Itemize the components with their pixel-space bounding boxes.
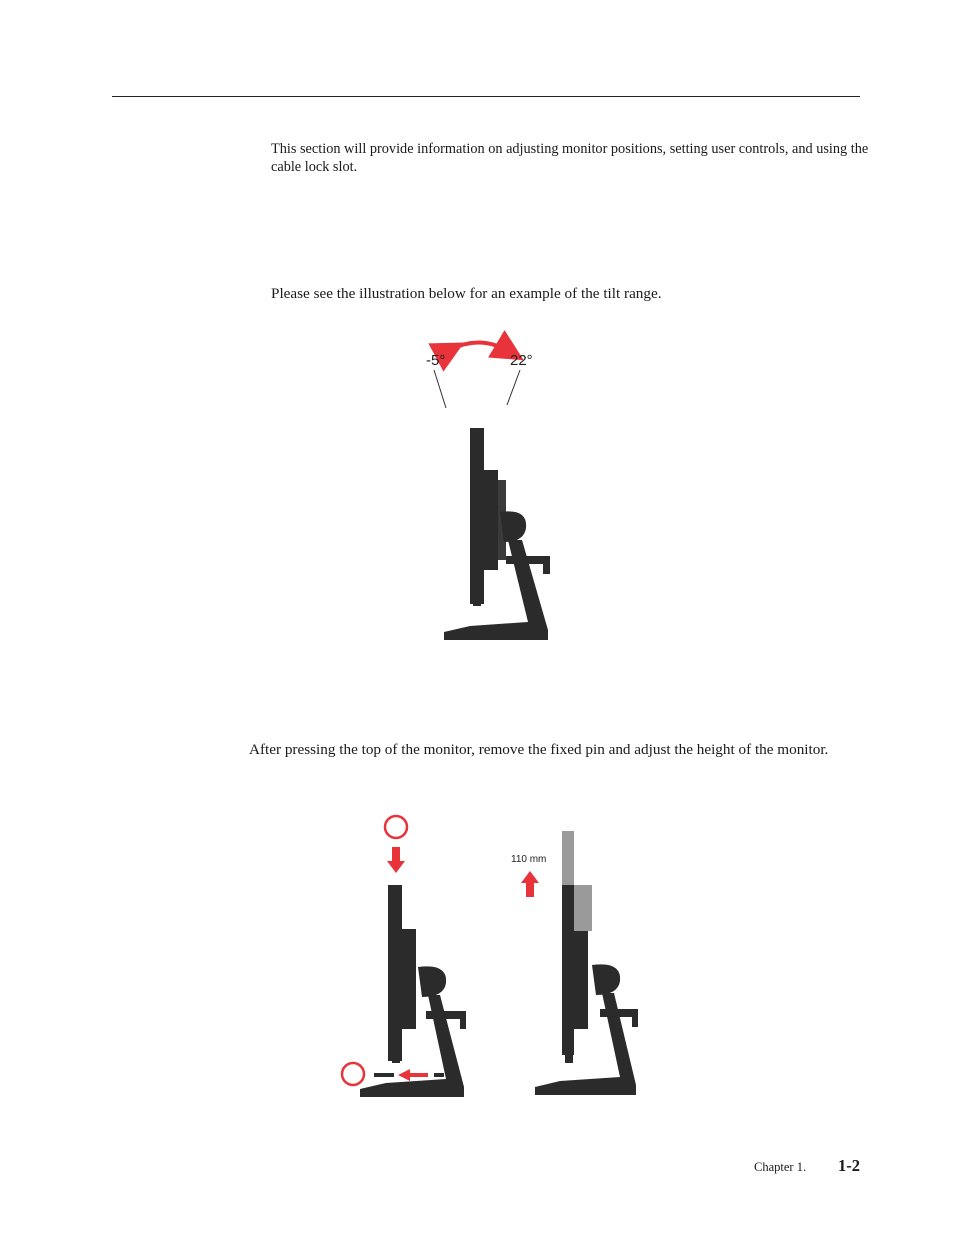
pin-left [374, 1073, 394, 1077]
height-figure [330, 805, 650, 1105]
tilt-figure [400, 330, 580, 650]
monitor-raised [535, 831, 638, 1095]
step-circle-bottom [342, 1063, 364, 1085]
tilt-max-line [507, 370, 520, 405]
footer-page-number: 1-2 [838, 1156, 860, 1175]
tilt-instruction: Please see the illustration below for an example of the tilt range. [271, 285, 662, 302]
remove-pin-arrow [398, 1069, 428, 1081]
pin-right [434, 1073, 444, 1077]
height-instruction: After pressing the top of the monitor, remove the fixed pin and adjust the height of the monitor. [249, 741, 829, 758]
header-rule [112, 96, 860, 97]
monitor-lowered [360, 885, 466, 1097]
footer-chapter: Chapter 1. [754, 1160, 807, 1174]
intro-paragraph: This section will provide information on adjusting monitor positions, setting user controls, and using the cable lock slot. [271, 141, 869, 175]
tilt-arc-arrow [450, 342, 510, 352]
monitor-side-view [444, 428, 550, 640]
height-travel-label: 110 mm [511, 854, 547, 865]
tilt-min-line [434, 370, 446, 408]
step-circle-top [385, 816, 407, 838]
tilt-max-label: 22° [510, 352, 533, 369]
raise-up-arrow [521, 871, 539, 897]
press-down-arrow [387, 847, 405, 873]
tilt-min-label: -5° [426, 352, 446, 369]
